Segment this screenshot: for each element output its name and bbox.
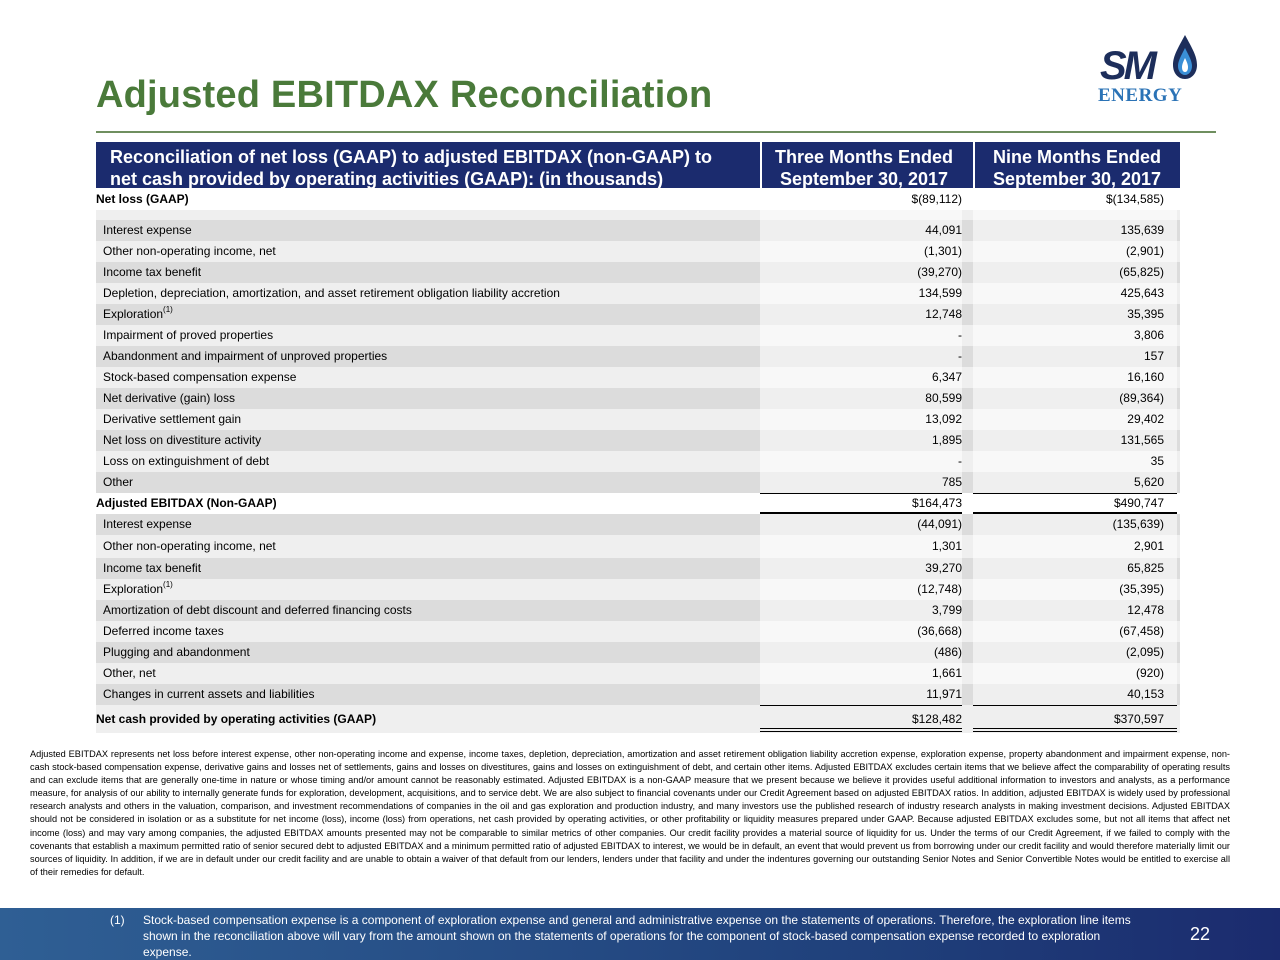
ebitdax-definition-notes: Adjusted EBITDAX represents net loss before interest expense, other non-operating income and expense, income taxes, depletion, depreciation, amortization and asset retirement obligation liability accretion expense, exploration expense, property abandonment and impairment expense, non-cash stock-based compensation expense, derivative gains and losses net of settlements, gains and losses on divestitures, gains and losses on extinguishment of debt, and certain other items. Adjusted EBITDAX excludes certain items that we believe affect the comparability of operating results and can exclude items that are generally one-time in nature or whose timing and/or amount cannot be reasonably estimated. Adjusted EBITDAX is a non-GAAP measure that we present because we believe it provides useful additional information to investors and analysts, as a performance measure, for analysis of our ability to internally generate funds for exploration, development, acquisitions, and to service debt. We are also subject to financial covenants under our Credit Agreement based on adjusted EBITDAX ratios. In addition, adjusted EBITDAX is widely used by professional research analysts and others in the valuation, comparison, and investment recommendations of companies in the oil and gas exploration and production industry, and many investors use the published research of industry research analysts in making investment decisions. Adjusted EBITDAX should not be considered in isolation or as a substitute for net income (loss), income (loss) from operations, net cash provided by operating activities, or other profitability or liquidity measures prepared under GAAP. Because adjusted EBITDAX excludes some, but not all items that affect net income (loss) and may vary among companies, the adjusted EBITDAX amounts presented may not be comparable to similar metrics of other companies. Our credit facility provides a material source of liquidity for us. Under the terms of our Credit Agreement, if we failed to comply with the covenants that establish a maximum permitted ratio of senior secured debt to adjusted EBITDAX and a minimum permitted ratio of adjusted EBITDAX to interest, we would be in default, an event that would prevent us from borrowing under our credit facility and would therefore materially limit our sources of liquidity. In addition, if we are in default under our credit facility and are unable to obtain a waiver of that default from our lenders, lenders under that facility and under the indentures governing our outstanding Senior Notes and Senior Convertible Notes would be entitled to exercise all of their remedies for default.	[30, 749, 1230, 877]
row-value-nine-months: (65,825)	[1119, 265, 1164, 279]
row-value-nine-months: 2,901	[1133, 539, 1164, 553]
header-description	[110, 146, 712, 190]
footnote-number: (1)	[110, 913, 125, 927]
total-double-rule	[973, 728, 1177, 732]
table-row-subtotal	[96, 493, 1180, 514]
row-value-three-months: (39,270)	[917, 265, 962, 279]
table-row	[96, 535, 1180, 558]
title-divider	[96, 131, 1216, 133]
row-label: Plugging and abandonment	[103, 645, 250, 659]
row-value-three-months: 134,599	[918, 286, 962, 300]
row-label: Interest expense	[103, 517, 192, 531]
row-label: Changes in current assets and liabilities	[103, 687, 315, 701]
row-label-text: Exploration	[103, 582, 164, 596]
table-row	[96, 514, 1180, 535]
row-value-nine-months: (2,901)	[1125, 244, 1164, 258]
header-col2-line1: Nine Months Ended	[993, 147, 1161, 167]
table-row	[96, 621, 1180, 642]
header-col2-line2: September 30, 2017	[992, 169, 1162, 189]
row-label-text: Exploration	[103, 307, 164, 321]
row-label	[103, 579, 173, 600]
table-row	[96, 220, 1180, 241]
reconciliation-table	[96, 188, 1180, 733]
row-value-three-months: (486)	[933, 645, 962, 659]
row-value-nine-months: 40,153	[1127, 687, 1164, 701]
footnote-text: Stock-based compensation expense is a component of exploration expense and general and administrative expense on the statements of operations. Therefore, the exploration line items shown in the reconciliation above will vary from the amount shown on the statements of operations for the component of stock-based compensation expense recorded to exploration expense.	[143, 913, 1131, 959]
header-separator	[973, 142, 975, 188]
flame-drop-icon	[1172, 34, 1198, 80]
row-value-nine-months: 157	[1143, 349, 1164, 363]
row-value-nine-months: 35	[1150, 454, 1164, 468]
logo-energy-text: ENERGY	[1098, 85, 1183, 106]
row-value-three-months: 44,091	[925, 223, 962, 237]
row-label: Stock-based compensation expense	[103, 370, 297, 384]
row-value-nine-months: 16,160	[1127, 370, 1164, 384]
row-value-three-months: (36,668)	[917, 624, 962, 638]
table-header	[96, 142, 1180, 188]
row-value-three-months: (12,748)	[917, 582, 962, 596]
table-row	[96, 388, 1180, 409]
table-row	[96, 241, 1180, 262]
row-label: Depletion, depreciation, amortization, and asset retirement obligation liability accretion	[103, 286, 560, 300]
table-row	[96, 283, 1180, 304]
table-row	[96, 600, 1180, 621]
header-three-months	[763, 146, 965, 190]
footer-band	[0, 908, 1280, 960]
row-value-three-months: -	[958, 349, 962, 363]
row-value-nine-months: 65,825	[1127, 561, 1164, 575]
table-row-total	[96, 705, 1180, 733]
row-value-nine-months: 131,565	[1120, 433, 1164, 447]
row-value-three-months: 80,599	[925, 391, 962, 405]
row-value-three-months: 785	[941, 475, 962, 489]
row-value-three-months: 3,799	[931, 603, 962, 617]
table-row-spacer	[96, 210, 1180, 220]
row-label: Derivative settlement gain	[103, 412, 242, 426]
row-value-three-months: $(89,112)	[911, 192, 962, 206]
table-row	[96, 430, 1180, 451]
row-label: Income tax benefit	[103, 561, 202, 575]
row-label: Impairment of proved properties	[103, 328, 274, 342]
row-value-nine-months: 12,478	[1127, 603, 1164, 617]
table-row	[96, 642, 1180, 663]
header-desc-line1: Reconciliation of net loss (GAAP) to adjusted EBITDAX (non-GAAP) to	[110, 147, 712, 167]
row-value-nine-months: (89,364)	[1119, 391, 1164, 405]
row-label: Net loss on divestiture activity	[103, 433, 262, 447]
row-value-nine-months: (35,395)	[1119, 582, 1164, 596]
header-desc-line2: net cash provided by operating activities (GAAP): (in thousands)	[110, 169, 664, 189]
row-value-three-months: 11,971	[926, 687, 962, 701]
row-label: Other non-operating income, net	[103, 244, 276, 258]
row-label: Interest expense	[103, 223, 192, 237]
table-row	[96, 304, 1180, 325]
row-value-nine-months: $490,747	[1113, 496, 1164, 510]
header-separator	[760, 142, 762, 188]
sm-energy-logo	[1098, 32, 1200, 108]
footnote-marker: (1)	[163, 580, 173, 589]
row-value-nine-months: $(134,585)	[1105, 192, 1164, 206]
row-value-nine-months: 3,806	[1133, 328, 1164, 342]
row-value-nine-months: 35,395	[1127, 307, 1164, 321]
row-label: Adjusted EBITDAX (Non-GAAP)	[96, 496, 277, 510]
header-nine-months	[976, 146, 1178, 190]
row-label: Abandonment and impairment of unproved properties	[103, 349, 388, 363]
table-row	[96, 579, 1180, 600]
row-value-three-months: -	[958, 328, 962, 342]
table-row	[96, 451, 1180, 472]
total-double-rule	[760, 728, 962, 732]
row-label: Loss on extinguishment of debt	[103, 454, 270, 468]
table-row	[96, 472, 1180, 493]
row-value-three-months: $164,473	[911, 496, 962, 510]
table-row	[96, 409, 1180, 430]
row-label: Net derivative (gain) loss	[103, 391, 236, 405]
row-value-nine-months: (67,458)	[1119, 624, 1164, 638]
table-row	[96, 262, 1180, 283]
row-value-nine-months: 5,620	[1133, 475, 1164, 489]
row-label: Other non-operating income, net	[103, 539, 276, 553]
row-value-nine-months: 135,639	[1120, 223, 1164, 237]
row-label: Net cash provided by operating activities (GAAP)	[96, 712, 377, 726]
header-col1-line2: September 30, 2017	[779, 169, 949, 189]
row-label: Other	[103, 475, 134, 489]
table-row	[96, 325, 1180, 346]
row-value-three-months: 39,270	[925, 561, 962, 575]
row-value-three-months: (1,301)	[923, 244, 962, 258]
row-value-three-months: 12,748	[925, 307, 962, 321]
footnote-marker: (1)	[163, 305, 173, 314]
page-number: 22	[1190, 924, 1211, 944]
row-label	[103, 304, 173, 325]
row-label: Income tax benefit	[103, 265, 202, 279]
row-value-three-months: 1,895	[931, 433, 962, 447]
row-value-three-months: 1,301	[931, 539, 962, 553]
row-value-three-months: 13,092	[925, 412, 962, 426]
table-row	[96, 367, 1180, 388]
header-col1-line1: Three Months Ended	[774, 147, 953, 167]
row-value-three-months: -	[958, 454, 962, 468]
row-value-three-months: 6,347	[931, 370, 962, 384]
row-value-nine-months: (920)	[1135, 666, 1164, 680]
logo-sm-text: SM	[1100, 44, 1154, 88]
row-value-nine-months: (2,095)	[1125, 645, 1164, 659]
table-row	[96, 346, 1180, 367]
row-label: Net loss (GAAP)	[96, 192, 189, 206]
table-row	[96, 663, 1180, 684]
page-title: Adjusted EBITDAX Reconciliation	[96, 74, 713, 116]
table-row	[96, 558, 1180, 579]
row-value-nine-months: 29,402	[1127, 412, 1164, 426]
table-row	[96, 684, 1180, 705]
row-label: Other, net	[103, 666, 156, 680]
row-value-three-months: 1,661	[931, 666, 962, 680]
table-row	[96, 188, 1180, 210]
row-value-three-months: $128,482	[911, 712, 962, 726]
row-label: Amortization of debt discount and deferred financing costs	[103, 603, 412, 617]
row-value-nine-months: $370,597	[1113, 712, 1164, 726]
row-value-nine-months: (135,639)	[1112, 517, 1164, 531]
row-label: Deferred income taxes	[103, 624, 224, 638]
row-value-nine-months: 425,643	[1120, 286, 1164, 300]
row-value-three-months: (44,091)	[917, 517, 962, 531]
